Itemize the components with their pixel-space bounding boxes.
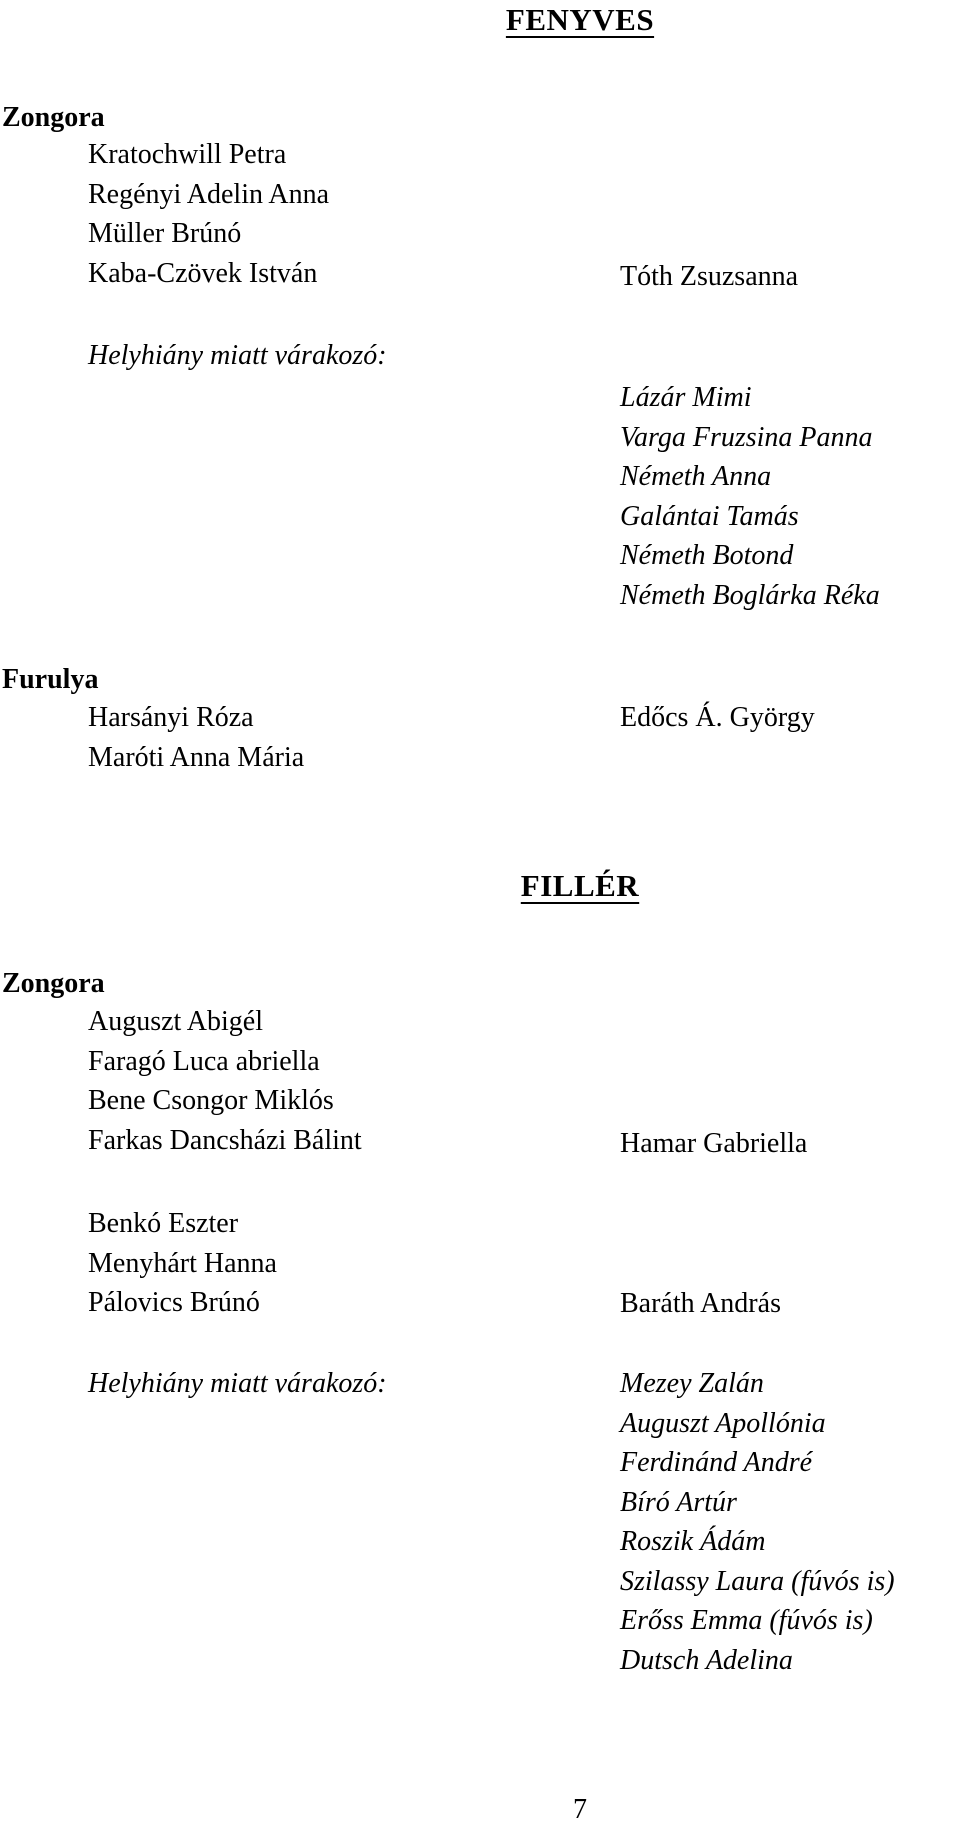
list-item: Dutsch Adelina [620, 1644, 793, 1676]
heading-zongora-fenyves: Zongora [2, 102, 105, 133]
list-item: Németh Boglárka Réka [620, 579, 880, 611]
list-item: Benkó Eszter [88, 1208, 239, 1239]
filler-group1-students [88, 1008, 362, 1166]
filler-group2-teacher: Baráth András [620, 1288, 781, 1319]
list-item: Auguszt Apollónia [620, 1407, 826, 1439]
heading-furulya: Furulya [2, 664, 99, 695]
fenyves-waitlist-label: Helyhiány miatt várakozó: [88, 340, 387, 371]
list-item: Bíró Artúr [620, 1486, 737, 1518]
filler-waitlist-label: Helyhiány miatt várakozó: [88, 1368, 387, 1399]
section-title-fenyves: FENYVES [505, 2, 655, 37]
list-item: Ferdinánd André [620, 1447, 813, 1478]
fenyves-zongora-students [88, 141, 329, 299]
fenyves-waitlist-names [620, 384, 880, 621]
list-item: Farkas Dancsházi Bálint [88, 1124, 362, 1156]
list-item: Roszik Ádám [620, 1526, 766, 1557]
list-item: Faragó Luca abriella [88, 1045, 320, 1077]
list-item: Harsányi Róza [88, 702, 254, 733]
list-item: Varga Fruzsina Panna [620, 421, 873, 453]
list-item: Kratochwill Petra [88, 139, 287, 170]
list-item: Németh Anna [620, 461, 772, 492]
list-item: Pálovics Brúnó [88, 1287, 260, 1318]
list-item: Regényi Adelin Anna [88, 178, 330, 210]
list-item: Galántai Tamás [620, 500, 799, 532]
list-item: Bene Csongor Miklós [88, 1085, 334, 1116]
list-item: Mezey Zalán [620, 1368, 764, 1399]
list-item: Erőss Emma (fúvós is) [620, 1605, 873, 1636]
page-number: 7 [573, 1794, 587, 1825]
list-item: Müller Brúnó [88, 218, 242, 249]
filler-group1-teacher: Hamar Gabriella [620, 1128, 808, 1159]
list-item: Lázár Mimi [620, 382, 752, 413]
list-item: Maróti Anna Mária [88, 741, 305, 773]
list-item: Auguszt Abigél [88, 1006, 263, 1037]
furulya-teacher: Edőcs Á. György [620, 702, 815, 733]
furulya-students [88, 704, 304, 783]
filler-waitlist-names [620, 1370, 895, 1686]
list-item: Kaba-Czövek István [88, 257, 318, 289]
list-item: Szilassy Laura (fúvós is) [620, 1565, 895, 1597]
list-item: Németh Botond [620, 540, 794, 571]
heading-zongora-filler: Zongora [2, 968, 105, 999]
list-item: Menyhárt Hanna [88, 1247, 277, 1279]
section-title-filler: FILLÉR [520, 868, 640, 903]
fenyves-zongora-teacher: Tóth Zsuzsanna [620, 261, 799, 292]
filler-group2-students [88, 1210, 277, 1329]
